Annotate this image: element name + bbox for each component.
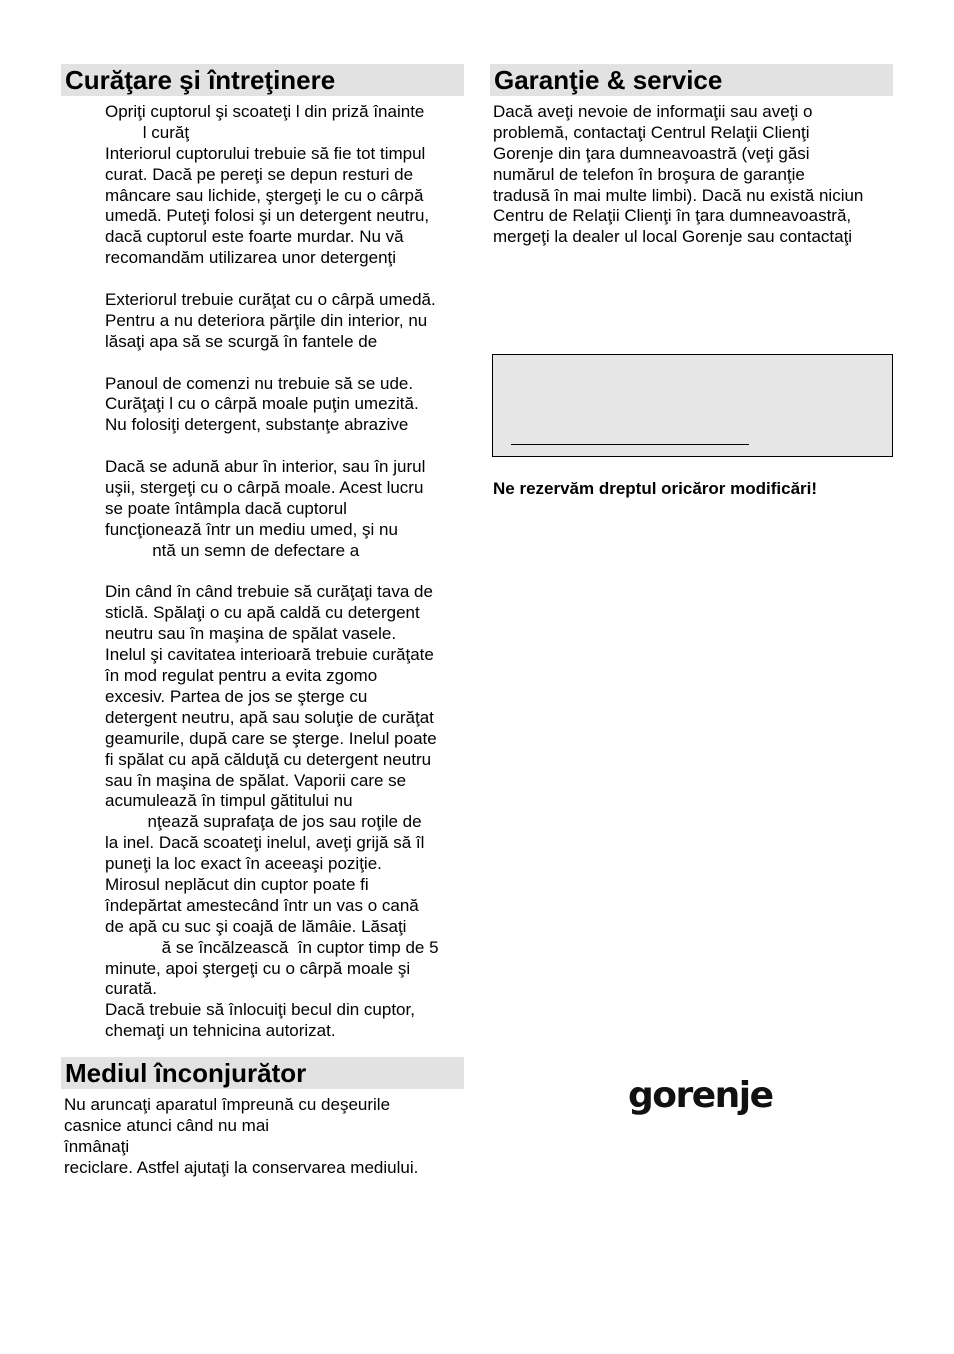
cleaning-text-line: lăsaţi apa să se scurgă în fantele de	[105, 331, 378, 351]
cleaning-text-line	[105, 562, 439, 583]
cleaning-heading: Curăţare şi întreţinere	[61, 64, 464, 96]
cleaning-text-line: ntă un semn de defectare a	[105, 540, 360, 560]
cleaning-text-line: mâncare sau lichide, ştergeţi le cu o cârpă	[105, 185, 424, 205]
cleaning-text-line: Panoul de comenzi nu trebuie să se ude.	[105, 373, 414, 393]
warranty-text-line: Centru de Relaţii Clienţi în ţara dumneavoastră,	[493, 206, 852, 226]
cleaning-text-line: Interiorul cuptorului trebuie să fie tot timpul	[105, 143, 426, 163]
cleaning-text-line: Dacă se adună abur în interior, sau în jurul	[105, 457, 426, 477]
cleaning-text-line: curată.	[105, 979, 157, 999]
cleaning-text-line: de apă cu suc şi coajă de lămâie. Lăsaţi	[105, 916, 407, 936]
cleaning-text-line: Inelul şi cavitatea interioară trebuie curăţate	[105, 645, 434, 665]
cleaning-text-line: se poate întâmpla dacă cuptorul	[105, 498, 347, 518]
cleaning-text-line: Din când în când trebuie să curăţaţi tava de	[105, 582, 433, 602]
environment-text	[64, 1095, 418, 1179]
environment-heading: Mediul înconjurător	[61, 1057, 464, 1089]
warranty-text-line: numărul de telefon în broşura de garanţie	[493, 164, 805, 184]
warranty-text-line: problemă, contactaţi Centrul Relaţii Clienţi	[493, 122, 810, 142]
cleaning-text-line: funcţionează într un mediu umed, şi nu	[105, 519, 398, 539]
cleaning-text-line: ă se încălzească în cuptor timp de 5	[105, 937, 439, 957]
environment-text-line: înmânaţi	[64, 1136, 130, 1156]
gorenje-logo: gorenje	[628, 1075, 773, 1116]
cleaning-text-line: puneţi la loc exact în aceeaşi poziţie.	[105, 854, 382, 874]
cleaning-text-line: curat. Dacă pe pereţi se depun resturi de	[105, 164, 414, 184]
cleaning-text-line	[105, 269, 439, 290]
disclaimer: Ne rezervăm dreptul oricăror modificări!	[493, 479, 818, 498]
warranty-heading: Garanţie & service	[490, 64, 893, 96]
service-info-box	[492, 354, 893, 457]
cleaning-text-line: umedă. Puteţi folosi şi un detergent neutru,	[105, 206, 430, 226]
cleaning-text-line: Opriţi cuptorul şi scoateţi l din priză înainte	[105, 102, 425, 121]
warranty-text-line: Dacă aveţi nevoie de informaţii sau aveţi o	[493, 102, 813, 121]
cleaning-text-line: sau în maşina de spălat. Vaporii care se	[105, 770, 407, 790]
cleaning-text-line: acumulează în timpul gătitului nu	[105, 791, 353, 811]
cleaning-text-line: îndepărtat amestecând într un vas o cană	[105, 895, 419, 915]
cleaning-text-line: l curăţ	[105, 122, 190, 142]
cleaning-text-line: sticlă. Spălaţi o cu apă caldă cu detergent	[105, 603, 420, 623]
cleaning-text-line: Mirosul neplăcut din cuptor poate fi	[105, 874, 369, 894]
warranty-text-line: mergeţi la dealer ul local Gorenje sau contactaţi	[493, 227, 853, 247]
signature-line	[511, 444, 749, 445]
environment-text-line: casnice atunci când nu mai	[64, 1115, 270, 1135]
warranty-text-line: tradusă în mai multe limbi). Dacă nu există niciun	[493, 185, 864, 205]
cleaning-text-line: geamurile, după care se şterge. Inelul poate	[105, 728, 437, 748]
cleaning-text-line: excesiv. Partea de jos se şterge cu	[105, 686, 368, 706]
cleaning-text-line: Dacă trebuie să înlocuiţi becul din cuptor,	[105, 1000, 415, 1020]
cleaning-text-line: detergent neutru, apă sau soluţie de curăţat	[105, 707, 434, 727]
environment-text-line: reciclare. Astfel ajutaţi la conservarea mediului.	[64, 1157, 419, 1177]
cleaning-text-line: Curăţaţi l cu o cârpă moale puţin umezită.	[105, 394, 419, 414]
cleaning-text-line: în mod regulat pentru a evita zgomo	[105, 666, 378, 686]
cleaning-text-line: Nu folosiţi detergent, substanţe abrazive	[105, 415, 409, 435]
cleaning-text-line: recomandăm utilizarea unor detergenţi	[105, 248, 397, 268]
cleaning-text-line: fi spălat cu apă călduţă cu detergent neutru	[105, 749, 432, 769]
cleaning-text-line: Exteriorul trebuie curăţat cu o cârpă umedă.	[105, 290, 436, 310]
cleaning-text-line: la inel. Dacă scoateţi inelul, aveţi grijă să îl	[105, 833, 425, 853]
cleaning-text	[105, 102, 439, 1042]
cleaning-text-line: neutru sau în maşina de spălat vasele.	[105, 624, 397, 644]
cleaning-text-line	[105, 436, 439, 457]
warranty-text	[493, 102, 863, 248]
cleaning-text-line: uşii, stergeţi cu o cârpă moale. Acest lucru	[105, 478, 424, 498]
cleaning-text-line: minute, apoi ştergeţi cu o cârpă moale şi	[105, 958, 411, 978]
environment-text-line: Nu aruncaţi aparatul împreună cu deşeurile	[64, 1095, 391, 1114]
cleaning-text-line: Pentru a nu deteriora părţile din interior, nu	[105, 310, 428, 330]
cleaning-text-line: dacă cuptorul este foarte murdar. Nu vă	[105, 227, 404, 247]
cleaning-text-line	[105, 353, 439, 374]
warranty-text-line: Gorenje din ţara dumneavoastră (veţi găsi	[493, 143, 810, 163]
cleaning-text-line: chemaţi un tehnicina autorizat.	[105, 1021, 336, 1041]
cleaning-text-line: nţează suprafaţa de jos sau roţile de	[105, 812, 422, 832]
